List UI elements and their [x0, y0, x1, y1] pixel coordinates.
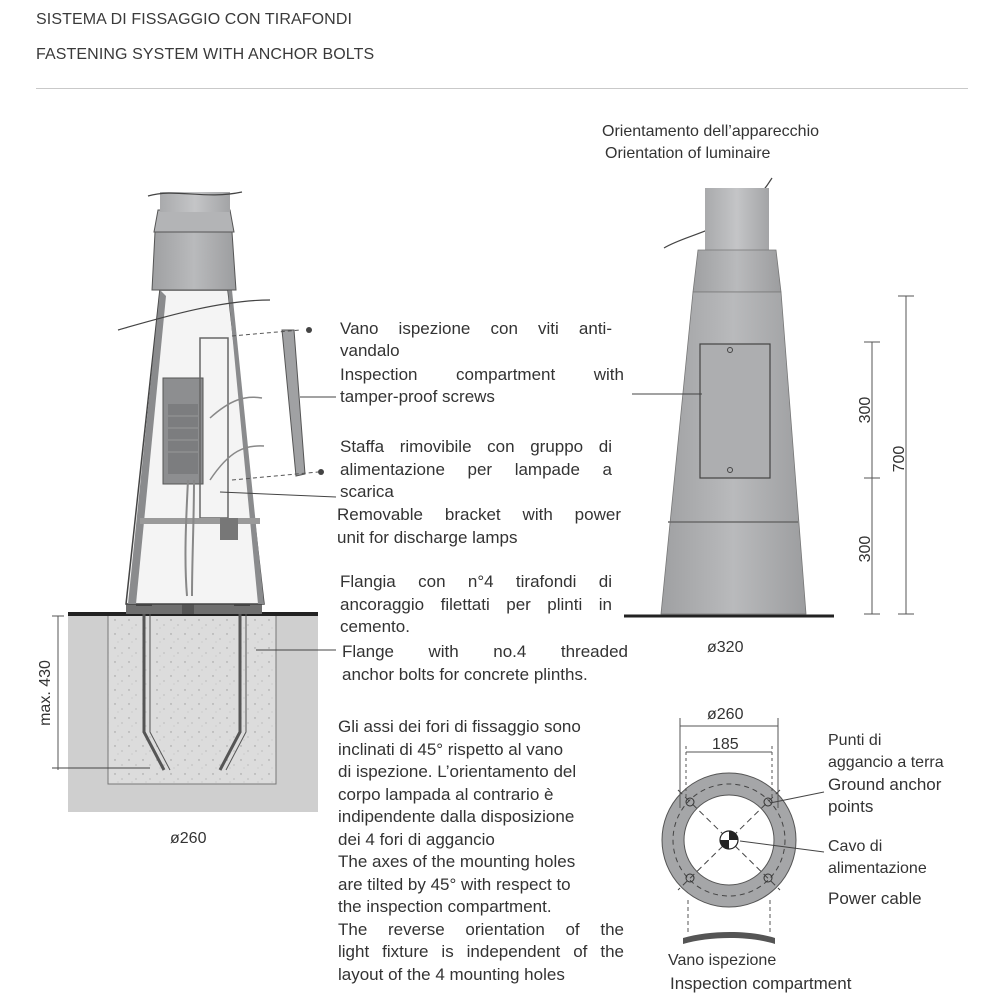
section-base-diameter: ø260 [170, 830, 207, 847]
flange-callout-italian-1 [340, 571, 612, 594]
section-view [52, 192, 336, 812]
anchor-it-line-1: Punti di [828, 732, 882, 749]
inspection-callout-italian [340, 318, 612, 341]
bracket-en-line-1: Removable bracket with power [337, 505, 621, 524]
note-en-line-3: the inspection compartment. [338, 897, 552, 916]
dimension-lower-300: 300 [857, 535, 874, 563]
inspection-hatch [700, 344, 770, 478]
inspection-it-line-1: Vano ispezione con viti anti- [340, 319, 612, 338]
note-en-line-4: The reverse orientation of the [338, 919, 624, 939]
cable-en-line: Power cable [828, 889, 922, 908]
note-en-line-5: light fixture is independent of the [338, 942, 624, 961]
note-it-line-5: indipendente dalla disposizione [338, 807, 575, 826]
bracket-it-line-2: alimentazione per lampade a [340, 460, 612, 479]
flange-it-line-2: ancoraggio filettati per plinti in [340, 595, 612, 614]
plan-inspection-italian: Vano ispezione [668, 952, 777, 969]
flange-callout-english-1 [342, 641, 628, 664]
bracket-it-line-3: scarica [340, 482, 394, 501]
anchor-en-line-2: points [828, 797, 874, 816]
note-en-line-2: are tilted by 45° with respect to [338, 874, 571, 894]
inspection-callout-english-2 [340, 386, 495, 409]
title-english: FASTENING SYSTEM WITH ANCHOR BOLTS [36, 46, 375, 63]
inspection-en-line-1: Inspection compartment with [340, 365, 624, 384]
inspection-it-line-2: vandalo [340, 341, 400, 360]
bracket-callout-italian-3 [340, 481, 394, 504]
flange-callout-italian-2 [340, 594, 612, 617]
dimension-upper-300: 300 [857, 396, 874, 424]
title-italian: SISTEMA DI FISSAGGIO CON TIRAFONDI [36, 11, 353, 28]
bracket-en-line-2: unit for discharge lamps [337, 528, 518, 547]
dimension-total-700: 700 [891, 445, 908, 473]
bracket-callout-italian-2 [340, 459, 612, 482]
flange-en-line-1: Flange with no.4 threaded [342, 642, 628, 661]
plan-bolt-circle: 185 [712, 736, 739, 753]
notes-english [338, 851, 624, 986]
bracket-callout-english-1 [337, 504, 621, 527]
flange-it-line-1: Flangia con n°4 tirafondi di [340, 572, 612, 591]
bracket-callout-english-2 [337, 527, 517, 550]
note-it-line-3: di ispezione. L’orientamento del [338, 762, 577, 781]
anchor-points-label [828, 730, 944, 818]
flange-callout-italian-3 [340, 616, 410, 639]
cable-it-line-1: Cavo di [828, 838, 883, 855]
orientation-label-english: Orientation of luminaire [605, 145, 771, 162]
anchor-it-line-2: aggancio a terra [828, 754, 944, 771]
bracket-it-line-1: Staffa rimovibile con gruppo di [340, 437, 612, 456]
plan-outer-diameter: ø260 [707, 706, 744, 723]
note-it-line-6: dei 4 fori di aggancio [338, 829, 495, 849]
anchor-en-line-1: Ground anchor [828, 775, 942, 794]
plan-inspection-english: Inspection compartment [670, 974, 852, 993]
plan-view [662, 718, 824, 944]
flange-en-line-2: anchor bolts for concrete plinths. [342, 665, 588, 684]
note-it-line-2: inclinati di 45° rispetto al vano [338, 739, 564, 759]
note-it-line-1: Gli assi dei fori di fissaggio sono [338, 717, 581, 736]
notes-italian [338, 716, 614, 851]
inspection-callout-english [340, 364, 624, 387]
cable-it-line-2: alimentazione [828, 860, 927, 877]
flange-it-line-3: cemento. [340, 617, 410, 636]
note-en-line-1: The axes of the mounting holes [338, 852, 576, 871]
front-base-diameter: ø320 [707, 639, 744, 656]
power-cable-label [828, 836, 927, 910]
plinth-core [108, 614, 276, 784]
inspection-callout-italian-2 [340, 340, 400, 363]
orientation-label-italian: Orientamento dell’apparecchio [602, 123, 820, 140]
depth-dimension-label: max. 430 [37, 660, 54, 726]
bracket-callout-italian-1 [340, 436, 612, 459]
note-en-line-6: layout of the 4 mounting holes [338, 964, 565, 984]
inspection-en-line-2: tamper-proof screws [340, 387, 495, 406]
flange-callout-english-2 [342, 664, 588, 687]
note-it-line-4: corpo lampada al contrario è [338, 784, 554, 804]
